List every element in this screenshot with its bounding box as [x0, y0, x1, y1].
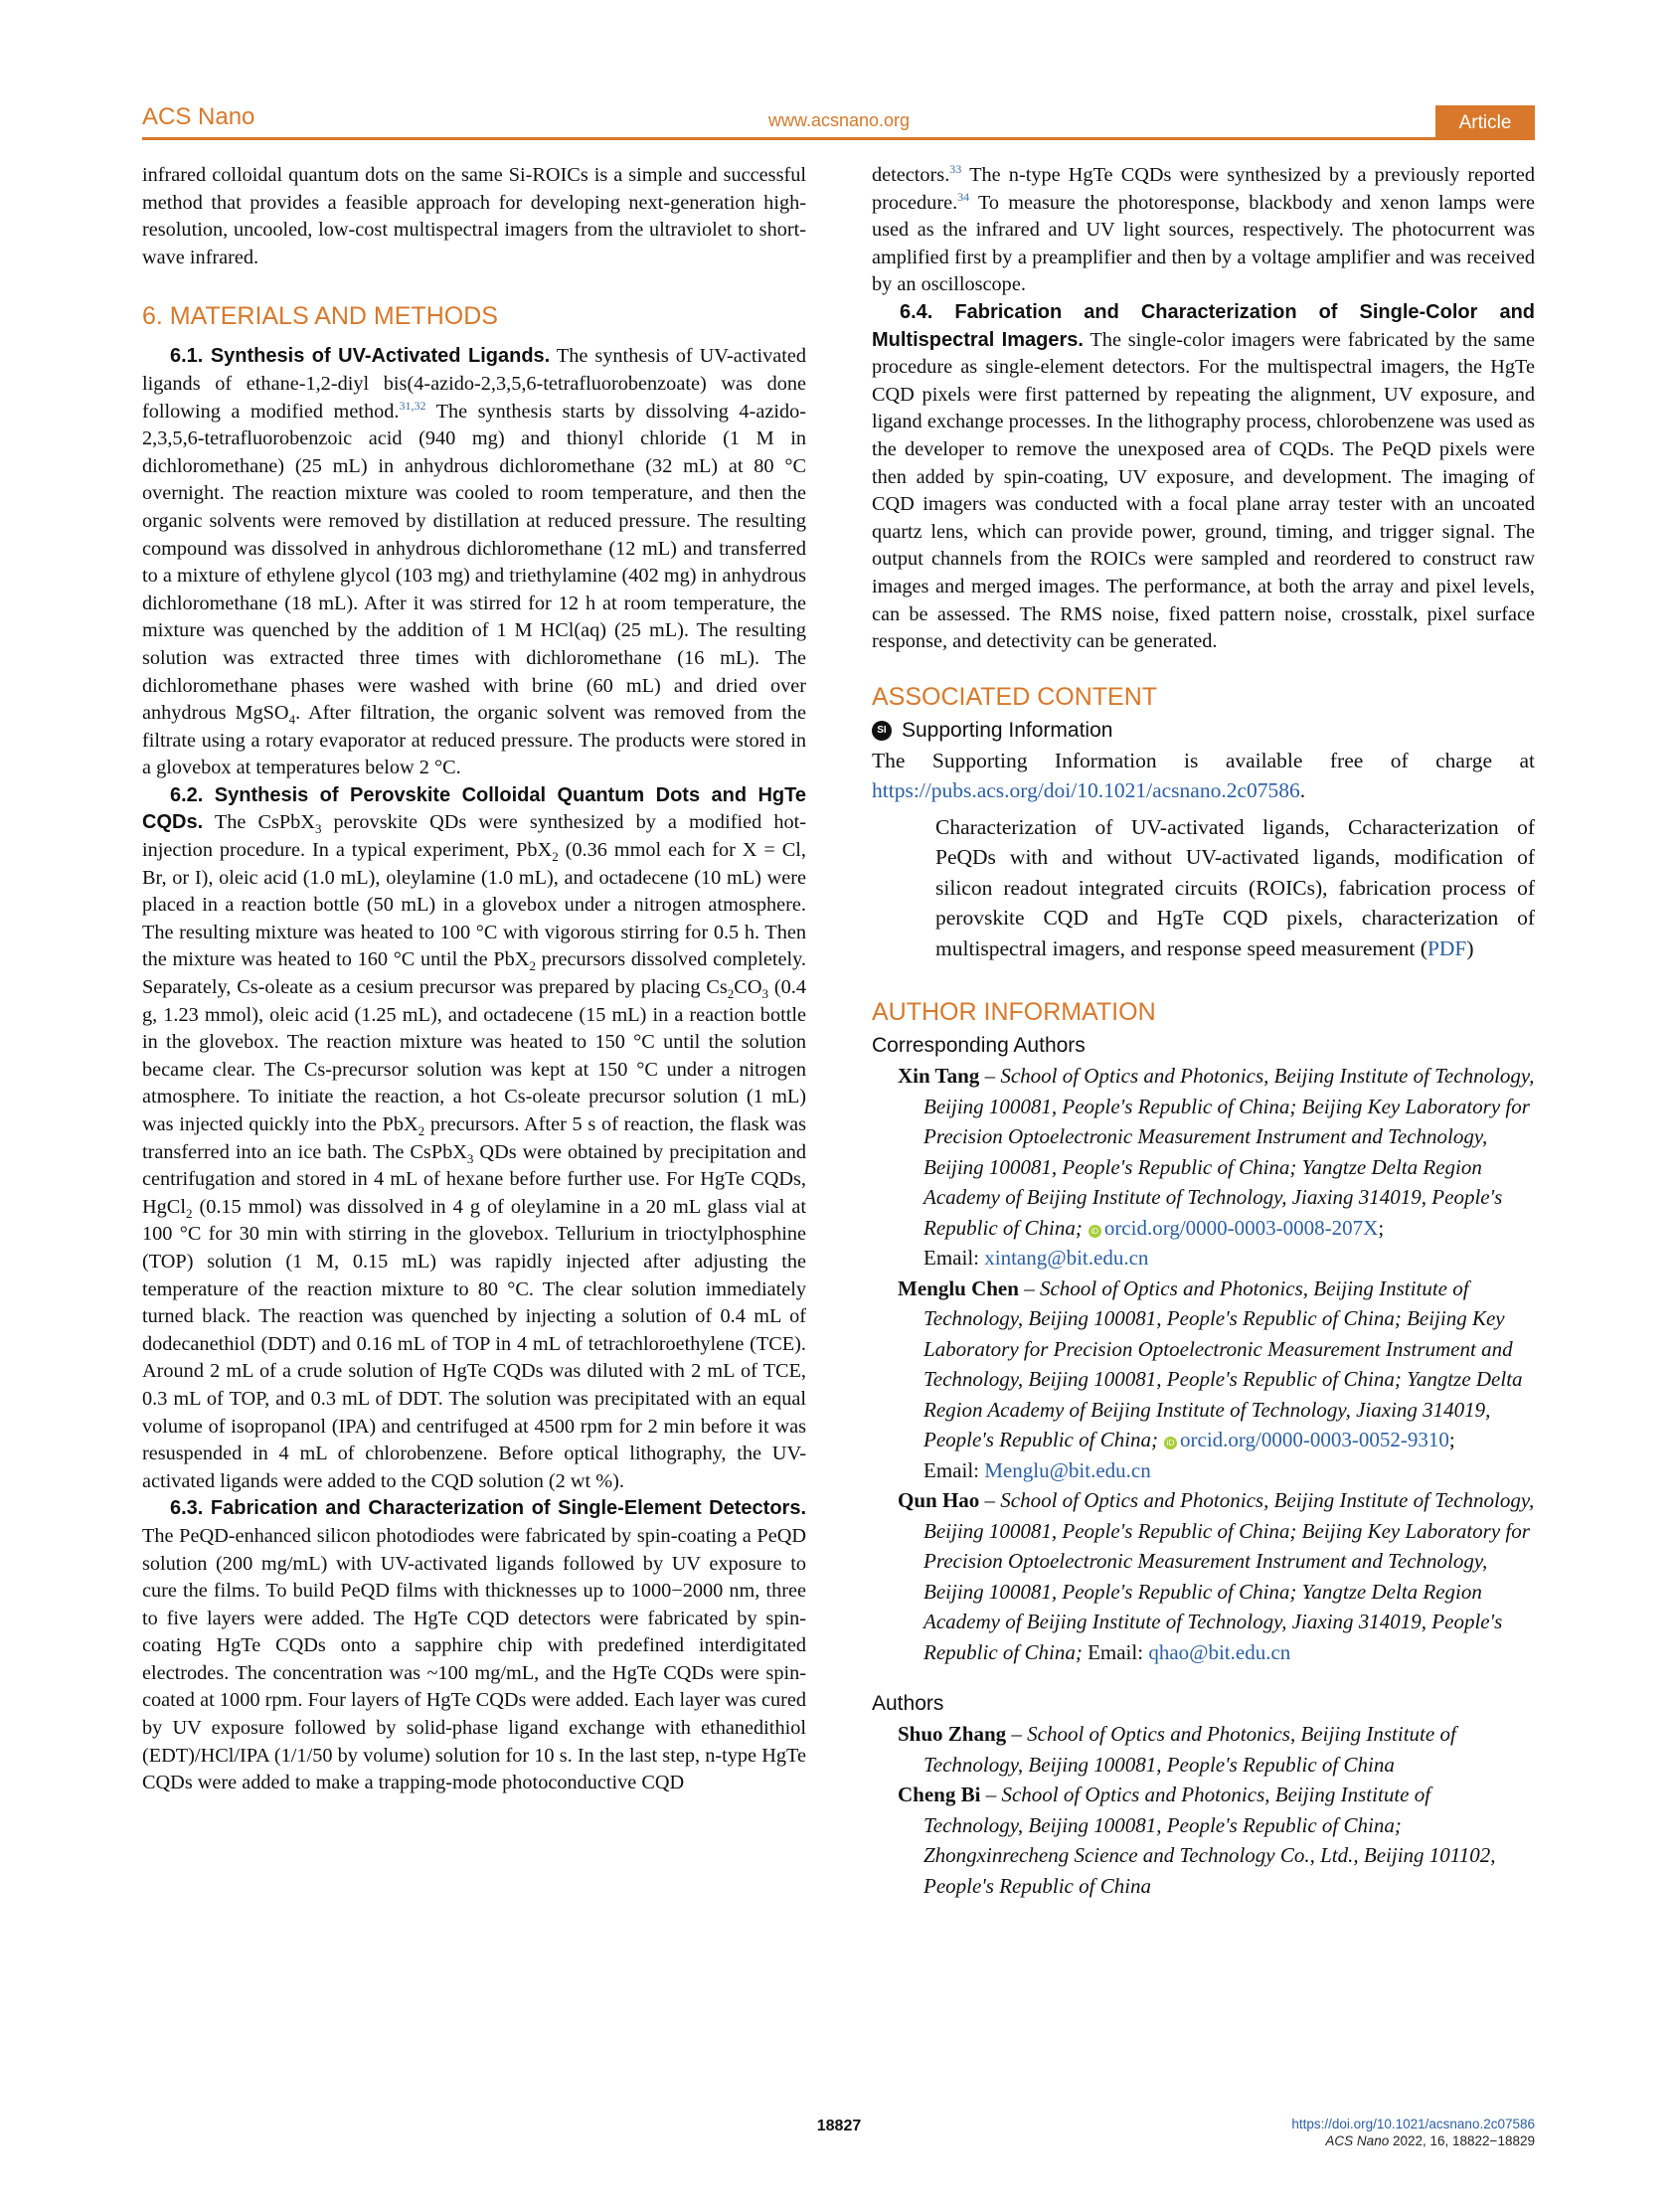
author-name: Shuo Zhang — [898, 1722, 1007, 1747]
email-link[interactable]: Menglu@bit.edu.cn — [984, 1457, 1151, 1482]
supporting-info-heading: SI Supporting Information — [872, 716, 1535, 746]
section-title-author-information: AUTHOR INFORMATION — [872, 998, 1156, 1027]
orcid-icon: iD — [1089, 1225, 1101, 1238]
supporting-info-link[interactable]: https://pubs.acs.org/doi/10.1021/acsnano.2c07586 — [872, 778, 1300, 803]
orcid-icon: iD — [1164, 1437, 1177, 1449]
section-title-materials-methods: 6. MATERIALS AND METHODS — [142, 302, 498, 331]
orcid-link[interactable]: orcid.org/0000-0003-0052-9310 — [1180, 1428, 1449, 1452]
email-link[interactable]: xintang@bit.edu.cn — [984, 1246, 1149, 1271]
corresponding-authors-heading: Corresponding Authors — [872, 1034, 1086, 1058]
supporting-info-description: Characterization of UV-activated ligands, Ccharacterization of PeQDs with and without UV-activated ligands, modification of silicon readout integrated circuits (ROICs), fabrication process of perovskite CQD and HgTe CQD pixels, characterization of multispectral imagers, and response speed measurement (PDF) — [935, 814, 1535, 960]
paragraph-6-4: 6.4. Fabrication and Characterization of Single-Color and Multispectral Imagers. The single-color imagers were fabricated by the same procedure as single-element detectors. For the multispectral imagers, the HgTe CQD pixels were first patterned by repeating the alignment, UV exposure, and ligand exchange processes. In the lithography process, chlorobenzene was used as the developer to remove the unexposed area of CQDs. The PeQD pixels were then added by spin-coating, UV exposure, and development. The imaging of CQD imagers was conducted with a focal plane array tester with an uncoated quartz lens, which can provide power, ground, timing, and trigger signal. The output channels from the ROICs were sampled and reordered to construct raw images and merged images. The performance, at both the array and pixel levels, can be assessed. The RMS noise, fixed pattern noise, crosstalk, pixel surface response, and detectivity can be generated. — [872, 300, 1536, 653]
author-affiliation: School of Optics and Photonics, Beijing Institute of Technology, Beijing 100081, People's Republic of China; Zhongxinrecheng Science and Technology Co., Ltd., Beijing 101102, People's Republic of China — [923, 1783, 1496, 1898]
journal-name: ACS Nano — [142, 103, 255, 130]
section-title-associated-content: ASSOCIATED CONTENT — [872, 682, 1158, 711]
doi-link[interactable]: https://doi.org/10.1021/acsnano.2c07586 — [1291, 2117, 1535, 2131]
citation-ref[interactable]: 33 — [949, 162, 962, 176]
email-link[interactable]: qhao@bit.edu.cn — [1148, 1639, 1291, 1664]
page-number: 18827 — [816, 2118, 862, 2134]
orcid-link[interactable]: orcid.org/0000-0003-0008-207X — [1103, 1215, 1379, 1240]
author-affiliation: School of Optics and Photonics, Beijing Institute of Technology, Beijing 100081, People's Republic of China — [923, 1722, 1456, 1777]
author-entry-qun-hao: Qun Hao – School of Optics and Photonics, Beijing Institute of Technology, Beijing 100081, People's Republic of China; Beijing Key Laboratory for Precision Optoelectronic Measurement Instrument and Technology, Beijing 100081, People's Republic of China; Yangtze Delta Region Academy of Beijing Institute of Technology, Jiaxing 314019, People's Republic of China; Email: qhao@bit.edu.cn — [898, 1488, 1535, 1664]
pdf-link[interactable]: PDF — [1426, 936, 1467, 960]
intro-paragraph: infrared colloidal quantum dots on the same Si-ROICs is a simple and successful method that provides a feasible approach for developing next-generation high-resolution, uncooled, low-cost multispectral imagers from the ultraviolet to short-wave infrared. — [142, 164, 806, 268]
author-entry-cheng-bi: Cheng Bi – School of Optics and Photonics, Beijing Institute of Technology, Beijing 100081, People's Republic of China; Zhongxinrecheng Science and Technology Co., Ltd., Beijing 101102, People's Republic of China — [898, 1783, 1496, 1898]
author-entry-menglu-chen: Menglu Chen – School of Optics and Photonics, Beijing Institute of Technology, Beijing 100081, People's Republic of China; Beijing Key Laboratory for Precision Optoelectronic Measurement Instrument and Technology, Beijing 100081, People's Republic of China; Yangtze Delta Region Academy of Beijing Institute of Technology, Jiaxing 314019, People's Republic of China; iD orcid.org/0000-0003-0052-9310; Email: Menglu@bit.edu.cn — [898, 1276, 1523, 1482]
author-entry-shuo-zhang: Shuo Zhang – School of Optics and Photonics, Beijing Institute of Technology, Beijing 100081, People's Republic of China — [898, 1722, 1456, 1777]
author-affiliation: School of Optics and Photonics, Beijing Institute of Technology, Beijing 100081, People's Republic of China; Beijing Key Laboratory for Precision Optoelectronic Measurement Instrument and Technology, Beijing 100081, People's Republic of China; Yangtze Delta Region Academy of Beijing Institute of Technology, Jiaxing 314019, People's Republic of China; — [923, 1488, 1535, 1664]
citation-ref[interactable]: 31,32 — [399, 398, 426, 413]
subsection-heading-6-3: 6.3. Fabrication and Characterization of Single-Element Detectors. — [170, 1497, 806, 1520]
left-column — [142, 162, 806, 1797]
author-entry-xin-tang: Xin Tang – School of Optics and Photonics, Beijing Institute of Technology, Beijing 100081, People's Republic of China; Beijing Key Laboratory for Precision Optoelectronic Measurement Instrument and Technology, Beijing 100081, People's Republic of China; Yangtze Delta Region Academy of Beijing Institute of Technology, Jiaxing 314019, People's Republic of China; iD orcid.org/0000-0003-0008-207X; Email: xintang@bit.edu.cn — [898, 1064, 1535, 1271]
article-type-badge: Article — [1435, 105, 1535, 140]
supporting-info-icon: SI — [872, 721, 892, 741]
citation-info: ACS Nano 2022, 16, 18822−18829 — [1325, 2133, 1535, 2148]
subsection-heading-6-2: 6.2. Synthesis of Perovskite Colloidal Quantum Dots and HgTe CQDs. — [142, 783, 806, 834]
author-affiliation: School of Optics and Photonics, Beijing Institute of Technology, Beijing 100081, People's Republic of China; Beijing Key Laboratory for Precision Optoelectronic Measurement Instrument and Technology, Beijing 100081, People's Republic of China; Yangtze Delta Region Academy of Beijing Institute of Technology, Jiaxing 314019, People's Republic of China; — [923, 1064, 1535, 1240]
author-affiliation: School of Optics and Photonics, Beijing Institute of Technology, Beijing 100081, People's Republic of China; Beijing Key Laboratory for Precision Optoelectronic Measurement Instrument and Technology, Beijing 100081, People's Republic of China; Yangtze Delta Region Academy of Beijing Institute of Technology, Jiaxing 314019, People's Republic of China; — [923, 1276, 1523, 1452]
author-name: Cheng Bi — [898, 1783, 981, 1807]
header-divider — [142, 137, 1535, 140]
subsection-heading-6-4: 6.4. Fabrication and Characterization of Single-Color and Multispectral Imagers. — [872, 300, 1535, 351]
subsection-heading-6-1: 6.1. Synthesis of UV-Activated Ligands. — [170, 345, 551, 368]
paragraph-6-1: 6.1. Synthesis of UV-Activated Ligands. The synthesis of UV-activated ligands of ethane-1,2-diyl bis(4-azido-2,3,5,6-tetrafluorobenzoate) was done following a modified method.$^{31,32}$ The synthesis starts by dissolving 4-azido-2,3,5,6-tetrafluorobenzoic acid (940 mg) and thionyl chloride (1 M in dichloromethane) (25 mL) in anhydrous dichloromethane (32 mL) at 80 °C overnight. The reaction mixture was cooled to room temperature, and then the organic solvents were removed by distillation at reduced pressure. The resulting compound was dissolved in anhydrous dichloromethane (12 mL) and transferred to a mixture of ethylene glycol (103 mg) and triethylamine (402 mg) in anhydrous dichloromethane (18 mL). After it was stirred for 12 h at room temperature, the mixture was quenched by the addition of 1 M HCl(aq) (25 mL). The resulting solution was extracted three times with dichloromethane (16 mL). The dichloromethane phases were washed with brine (60 mL) and dried over anhydrous MgSO$_4$. After filtration, the organic solvent was removed from the filtrate using a rotary evaporator at reduced pressure. The products were stored in a glovebox at temperatures below 2 °C. — [142, 345, 807, 779]
authors-heading: Authors — [872, 1692, 944, 1716]
supporting-info-text: The Supporting Information is available free of charge at https://pubs.acs.org/doi/10.1021/acsnano.2c07586. — [872, 748, 1535, 803]
right-column — [872, 162, 1535, 1901]
paragraph-6-3-continued: detectors.$^{33}$ The n-type HgTe CQDs were synthesized by a previously reported procedure.$^{34}$ To measure the photoresponse, blackbody and xenon lamps were used as the infrared and UV light sources, respectively. The photocurrent was amplified first by a preamplifier and then by a voltage amplifier and was received by an oscilloscope. — [872, 162, 1535, 296]
citation-ref[interactable]: 34 — [957, 189, 970, 204]
author-name: Menglu Chen — [898, 1276, 1019, 1300]
paragraph-6-2: 6.2. Synthesis of Perovskite Colloidal Quantum Dots and HgTe CQDs. The CsPbX$_3$ perovskite QDs were synthesized by a modified hot-injection procedure. In a typical experiment, PbX$_2$ (0.36 mmol each for X = Cl, Br, or I), oleic acid (1.0 mL), oleylamine (1.0 mL), and octadecene (10 mL) were placed in a reaction bottle (50 mL) in a glovebox under a nitrogen atmosphere. The resulting mixture was heated to 100 °C with vigorous stirring for 0.5 h. Then the mixture was heated to 160 °C until the PbX$_2$ precursors dissolved completely. Separately, Cs-oleate as a cesium precursor was prepared by placing $Cs_2CO_3$ (0.4 g, 1.23 mmol), oleic acid (1.25 mL), and octadecene (15 mL) in a reaction bottle in the glovebox. The reaction mixture was heated to 150 °C until the solution became clear. The Cs-precursor solution was kept at 150 °C under a nitrogen atmosphere. To initiate the reaction, a hot Cs-oleate precursor solution (1 mL) was injected quickly into the PbX$_2$ precursors. After 5 s of reaction, the flask was transferred into an ice bath. The CsPbX$_3$ QDs were obtained by precipitation and centrifugation and stored in 4 mL of hexane before further use. For HgTe CQDs, HgCl$_2$ (0.15 mmol) was dissolved in 4 g of oleylamine in a 20 mL glass vial at 100 °C for 30 min with stirring in the glovebox. Tellurium in trioctylphosphine (TOP) solution (1 M, 0.15 mL) was rapidly injected after adjusting the temperature of the reaction mixture to 80 °C. The clear solution immediately turned black. The reaction was quenched by injecting a solution of 0.4 mL of dodecanethiol (DDT) and 0.16 mL of TOP in 4 mL of tetrachloroethylene (TCE). Around 2 mL of a crude solution of HgTe CQDs was diluted with 2 mL of TCE, 0.3 mL of TOP, and 0.3 mL of DDT. The solution was precipitated with an equal volume of isopropanol (IPA) and centrifuged at 4500 rpm for 2 min before it was resuspended in 4 mL of chlorobenzene. Before optical lithography, the UV-activated ligands were added to the CQD solution (2 wt %). — [142, 783, 807, 1492]
journal-website-link[interactable]: www.acsnano.org — [767, 110, 911, 130]
paragraph-6-3: 6.3. Fabrication and Characterization of Single-Element Detectors. The PeQD-enhanced silicon photodiodes were fabricated by spin-coating a PeQD solution (200 mg/mL) with UV-activated ligands followed by UV exposure to cure the films. To build PeQD films with thicknesses up to 1000−2000 nm, three to five layers were added. The HgTe CQD detectors were fabricated by spin-coating HgTe CQDs onto a sapphire chip with predefined interdigitated electrodes. The concentration was ~100 mg/mL, and the HgTe CQDs were spin-coated at 1000 rpm. Four layers of HgTe CQDs were added. Each layer was cured by UV exposure followed by solid-phase ligand exchange with ethanedithiol (EDT)/HCl/IPA (1/1/50 by volume) solution for 10 s. In the last step, n-type HgTe CQDs were added to make a trapping-mode photoconductive CQD — [142, 1497, 806, 1794]
author-name: Qun Hao — [898, 1488, 980, 1513]
author-name: Xin Tang — [898, 1064, 980, 1089]
